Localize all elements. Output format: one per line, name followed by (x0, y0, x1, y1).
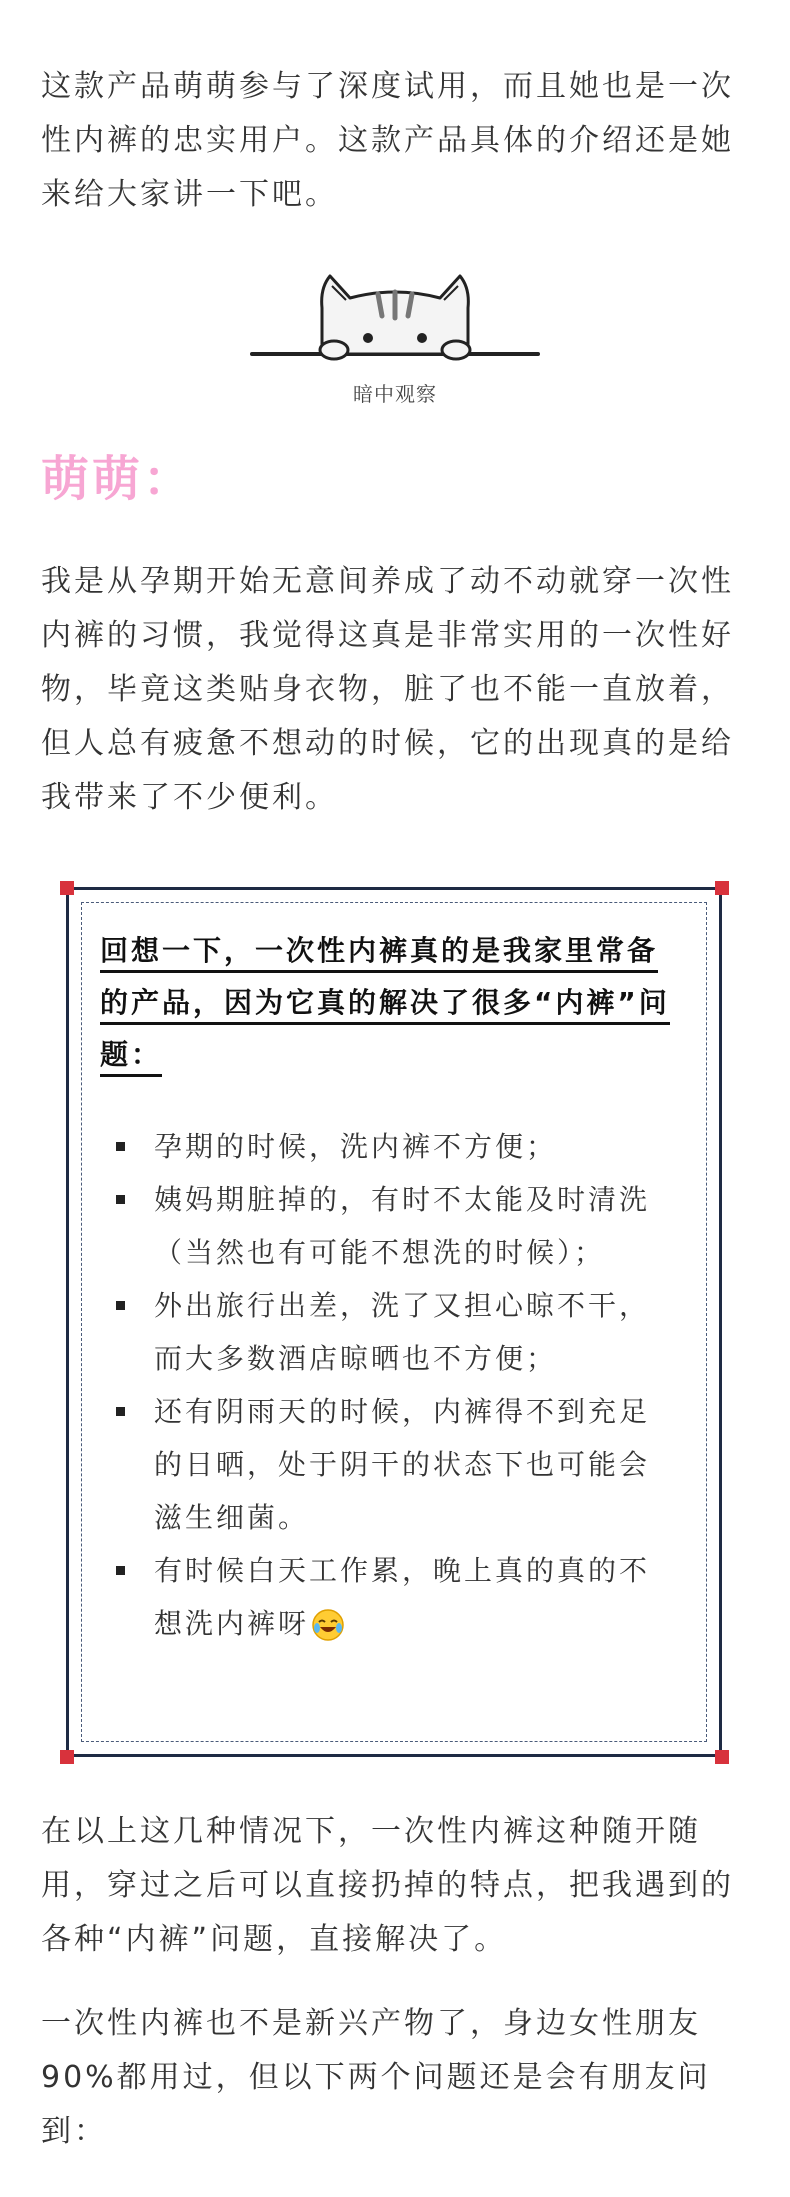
speaker-label: 萌萌： (41, 451, 195, 507)
highlight-box-list (110, 1120, 670, 1650)
corner-marker-bottom-left (60, 1750, 74, 1764)
list-item-text: 外出旅行出差，洗了又担心晾不干，而大多数酒店晾晒也不方便； (154, 1289, 651, 1375)
corner-marker-top-right (715, 881, 729, 895)
bullet-icon (116, 1566, 125, 1575)
corner-marker-top-left (60, 881, 74, 895)
list-item (110, 1544, 670, 1650)
mengmeng-paragraph: 我是从孕期开始无意间养成了动不动就穿一次性内裤的习惯，我觉得这真是非常实用的一次性好物，毕竟这类贴身衣物，脏了也不能一直放着，但人总有疲惫不想动的时候，它的出现真的是给我带来了不少便利。 (41, 564, 734, 815)
list-item-text: 孕期的时候，洗内裤不方便； (154, 1130, 558, 1163)
highlight-box-heading (100, 925, 680, 1081)
bullet-icon (116, 1142, 125, 1151)
bullet-icon (116, 1301, 125, 1310)
list-item-text: 有时候白天工作累，晚上真的真的不想洗内裤呀 (154, 1554, 651, 1640)
cat-icon (250, 268, 540, 378)
cat-caption: 暗中观察 (353, 382, 437, 406)
closing-paragraph: 一次性内裤也不是新兴产物了，身边女性朋友90%都用过，但以下两个问题还是会有朋友问到： (41, 2006, 711, 2149)
list-item (110, 1385, 670, 1544)
list-item (110, 1173, 670, 1279)
highlight-box-heading-text: 回想一下，一次性内裤真的是我家里常备的产品，因为它真的解决了很多“内裤”问题： (100, 934, 670, 1077)
after-box-paragraph: 在以上这几种情况下，一次性内裤这种随开随用，穿过之后可以直接扔掉的特点，把我遇到的各种“内裤”问题，直接解决了。 (41, 1814, 734, 1957)
list-item (110, 1279, 670, 1385)
bullet-icon (116, 1195, 125, 1204)
list-item-text: 还有阴雨天的时候，内裤得不到充足的日晒，处于阴干的状态下也可能会滋生细菌。 (154, 1395, 651, 1534)
corner-marker-bottom-right (715, 1750, 729, 1764)
list-item-text: 姨妈期脏掉的，有时不太能及时清洗（当然也有可能不想洗的时候）； (154, 1183, 651, 1269)
intro-paragraph: 这款产品萌萌参与了深度试用，而且她也是一次性内裤的忠实用户。这款产品具体的介绍还是她来给大家讲一下吧。 (41, 69, 734, 212)
bullet-icon (116, 1407, 125, 1416)
crying-laughing-emoji-icon (311, 1608, 345, 1642)
list-item (110, 1120, 670, 1173)
